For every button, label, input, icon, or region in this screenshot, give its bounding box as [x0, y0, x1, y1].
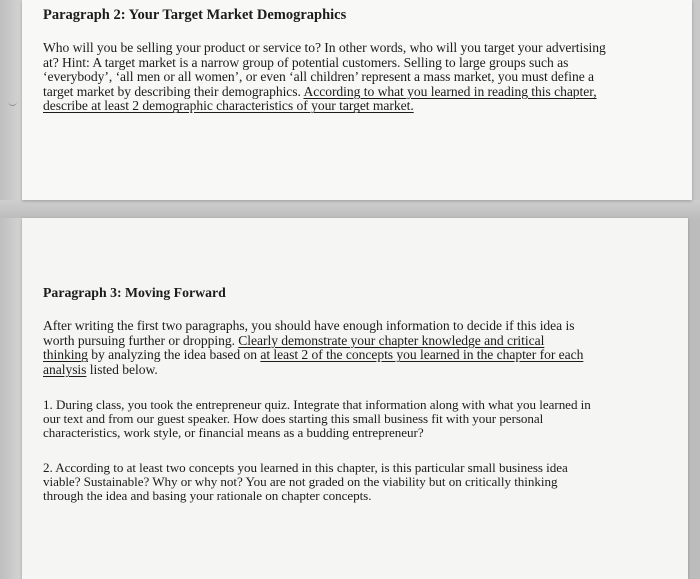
paragraph3-intro-text-2: by analyzing the idea based on — [87, 347, 261, 363]
document-page-1 — [22, 0, 692, 200]
background-left-edge — [0, 0, 22, 579]
paragraph3-heading: Paragraph 3: Moving Forward — [43, 285, 226, 300]
document-page-2 — [22, 218, 688, 579]
paragraph3-intro-text-3: listed below. — [86, 361, 158, 377]
paragraph3-intro-text-1: After writing the first two paragraphs, you should have enough information to decide if this idea is worth pursuing further or dropping. — [43, 318, 575, 348]
paragraph3-item-2: 2. According to at least two concepts you learned in this chapter, is this particular small business idea viable? Sustainable? Why or why not? You are not graded on the viability but on critically thinking through the idea and basing your rationale on chapter concepts. — [43, 460, 568, 504]
paragraph2-heading: Paragraph 2: Your Target Market Demographics — [43, 7, 347, 23]
page-gap — [0, 200, 700, 218]
paragraph3-item-1: 1. During class, you took the entrepreneur quiz. Integrate that information along with what you learned in our text and from our guest speaker. How does starting this small business fit with your personal characteristics, work style, or financial means as a budding entrepreneur? — [43, 397, 591, 441]
paragraph2-text: Who will you be selling your product or service to? In other words, who will you target your advertising at? Hint: A target market is a narrow group of potential customers. Selling to large groups such as ‘everybody’, ‘all men or all women’, or even ‘all children’ represent a mass market, you must define a target market by describing their demographics. — [43, 40, 606, 99]
background-right-edge — [688, 218, 700, 579]
paragraph3-intro — [43, 319, 591, 377]
paragraph2-underlined-text: According to what you learned in reading this chapter, describe at least 2 demographic characteristics of your target market. — [43, 83, 597, 114]
paragraph3-intro-underlined-2: at least 2 of the concepts you learned in the chapter for each analysis — [43, 347, 584, 377]
paragraph2-body — [43, 41, 615, 114]
paragraph3-intro-underlined-1: Clearly demonstrate your chapter knowledge and critical thinking — [43, 332, 545, 363]
